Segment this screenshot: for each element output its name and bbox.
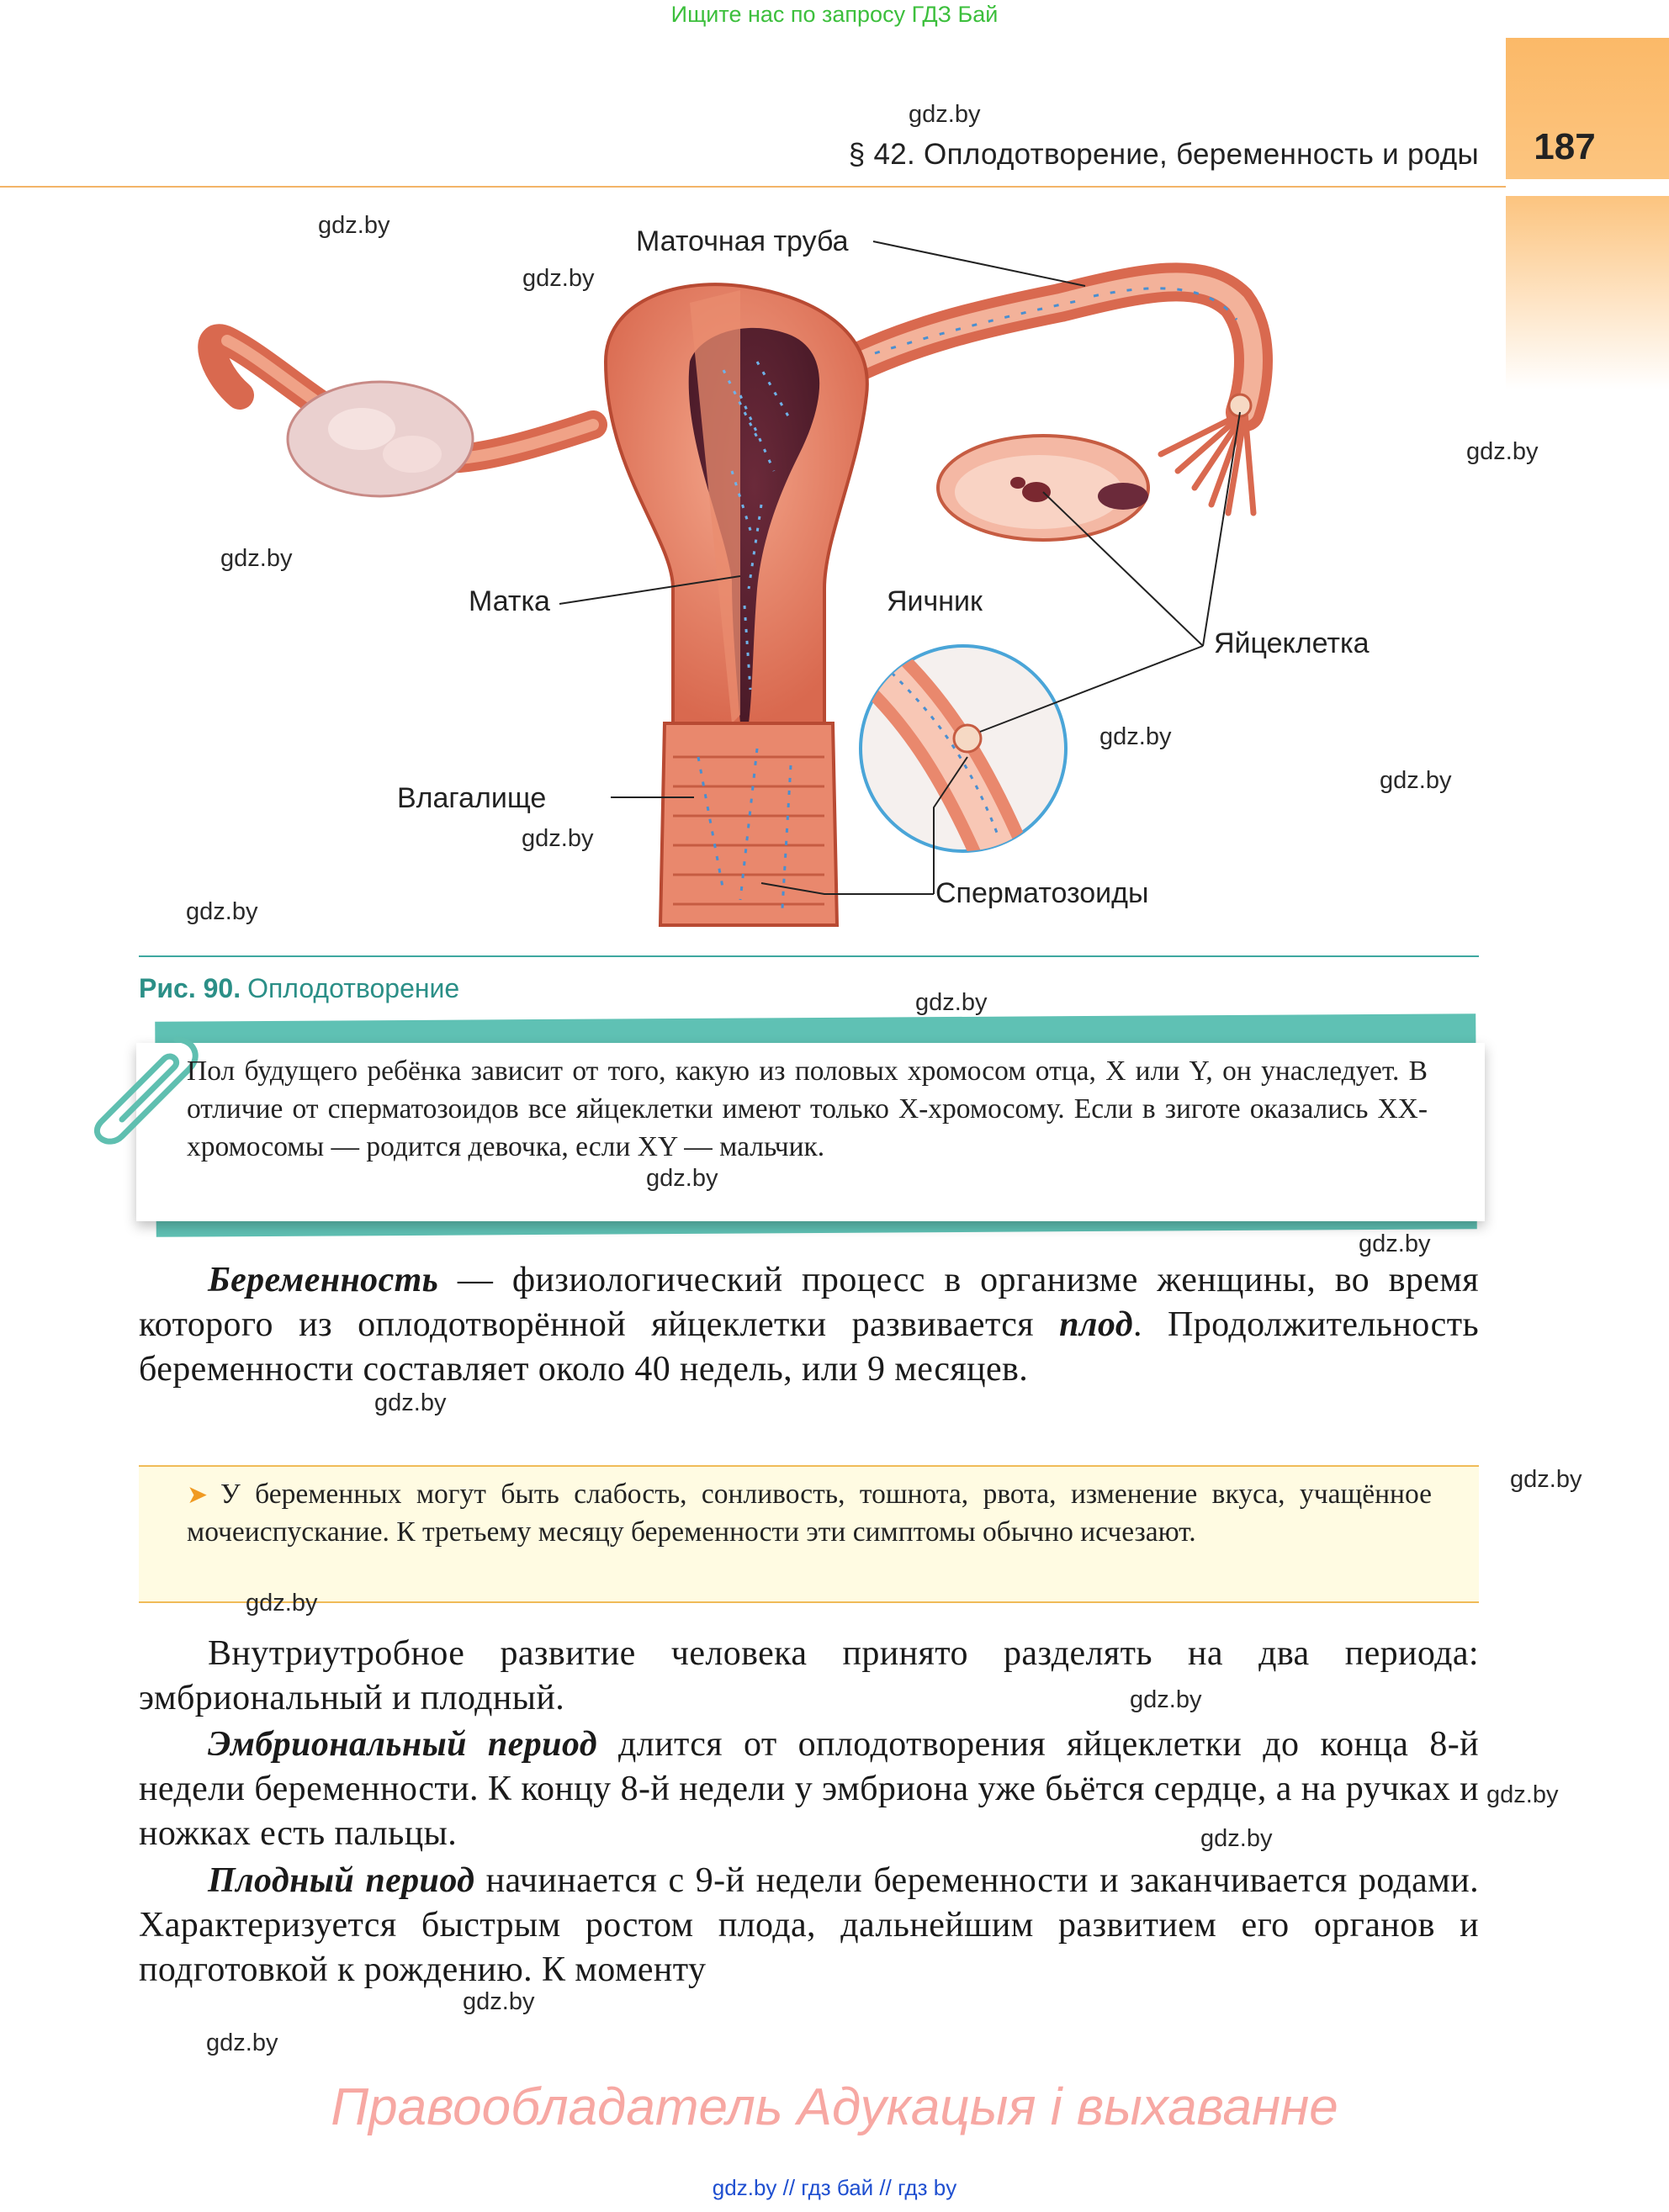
figure-caption (139, 973, 459, 1004)
running-head: § 42. Оплодотворение, беременность и роды (848, 138, 1479, 171)
top-banner: Ищите нас по запросу ГДЗ Бай (670, 2, 999, 27)
watermark: gdz.by (374, 1389, 447, 1416)
fetal-text: начинается с 9-й недели беременности и заканчивается родами. Характеризуется быстрым ростом плода, дальнейшим развитием его органов и подготовкой к рождению. К моменту (139, 1861, 1479, 1989)
watermark: gdz.by (1510, 1466, 1582, 1493)
fertilization-illustration (0, 0, 1669, 950)
watermark: gdz.by (1130, 1686, 1202, 1713)
watermark: gdz.by (318, 212, 390, 239)
page-number: 187 (1534, 126, 1596, 167)
pregnancy-paragraph (139, 1258, 1479, 1392)
pregnancy-term: Беременность (208, 1261, 439, 1299)
embryonic-term: Эмбриональный период (208, 1725, 597, 1764)
watermark: gdz.by (1380, 767, 1452, 794)
copyright-notice: Правообладатель Адукацыя і выхаванне (331, 2078, 1338, 2136)
label-egg-cell: Яйцеклетка (1214, 627, 1370, 659)
label-ovary: Яичник (887, 585, 983, 617)
label-vagina: Влагалище (397, 782, 547, 814)
watermark: gdz.by (1359, 1230, 1431, 1257)
watermark: gdz.by (220, 545, 293, 572)
note-text: Пол будущего ребёнка зависит от того, какую из половых хромосом отца, X или Y, он унаследует. В отличие от сперматозоидов все яйцеклетки имеют только X-хромосому. Если в зиготе оказались XX-хромосомы — родится девочка, если XY — мальчик. (187, 1056, 1428, 1162)
embryonic-text: длится от оплодотворения яйцеклетки до конца 8-й недели беременности. К концу 8-й недели у эмбриона уже бьётся сердце, а на ручках и ножках есть пальцы. (139, 1725, 1479, 1853)
symptoms-text: У беременных могут быть слабость, сонливость, тошнота, рвота, изменение вкуса, учащённое мочеиспускание. К третьему месяцу беременности эти симптомы обычно исчезают. (187, 1479, 1432, 1548)
watermark: gdz.by (522, 265, 595, 292)
watermark: gdz.by (909, 101, 981, 128)
watermark: gdz.by (246, 1590, 318, 1617)
label-uterus: Матка (469, 585, 550, 617)
pregnancy-text-2: . Продолжительность беременности составляет около 40 недель, или 9 месяцев. (139, 1305, 1480, 1389)
inset-egg (954, 725, 981, 752)
footer-links[interactable]: gdz.by // гдз бай // гдз by (712, 2175, 957, 2200)
watermark: gdz.by (1099, 723, 1172, 750)
caption-number: Рис. 90. (139, 973, 241, 1003)
watermark: gdz.by (1486, 1781, 1559, 1808)
watermark: gdz.by (915, 989, 988, 1016)
fimbriae (1161, 412, 1253, 513)
fetal-term: Плодный период (208, 1861, 475, 1900)
caption-text: Оплодотворение (247, 973, 460, 1003)
watermark: gdz.by (206, 2029, 278, 2056)
watermark: gdz.by (1200, 1825, 1273, 1852)
pregnancy-text-1: — физиологический процесс в организме женщины, во время которого из оплодотворённой яйцеклетки развивается (139, 1261, 1479, 1344)
periods-paragraph: Внутриутробное развитие человека принято разделять на два периода: эмбриональный и плодный. (139, 1634, 1479, 1717)
watermark: gdz.by (186, 898, 258, 925)
watermark: gdz.by (1466, 438, 1539, 465)
chevron-right-icon: ➤ (187, 1480, 209, 1510)
embryonic-paragraph (139, 1723, 1479, 1856)
fetal-paragraph (139, 1859, 1479, 1992)
fetus-term: плод (1059, 1305, 1133, 1344)
label-sperm: Сперматозоиды (935, 877, 1149, 909)
watermark: gdz.by (522, 825, 594, 852)
label-fallopian-tube: Маточная труба (636, 225, 849, 257)
figure-rule (139, 955, 1479, 957)
watermark: gdz.by (646, 1165, 718, 1192)
watermark: gdz.by (463, 1988, 535, 2015)
right-fallopian-tube (841, 282, 1253, 412)
